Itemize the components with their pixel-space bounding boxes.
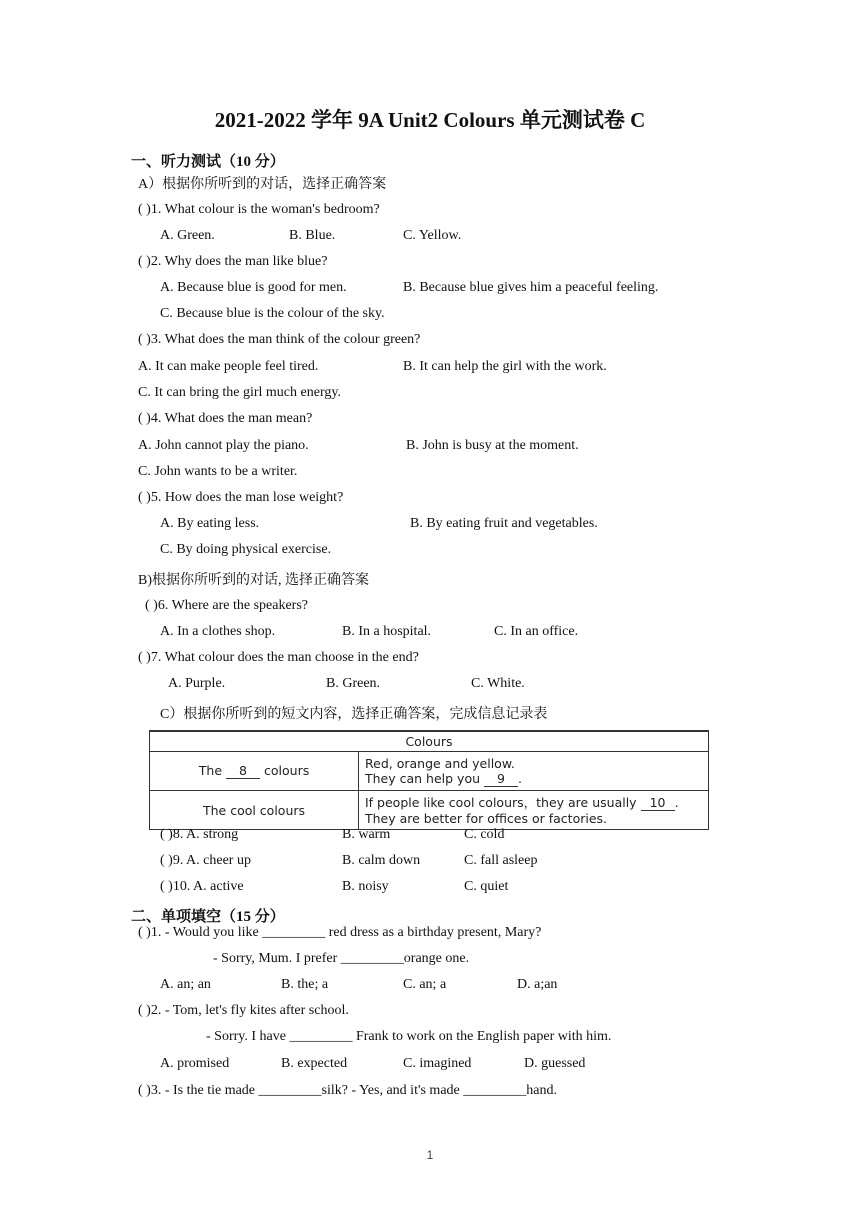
- question-5: ( )5. How does the man lose weight?: [138, 490, 344, 505]
- mc2-option-b: B. expected: [281, 1056, 348, 1071]
- q2-option-c: C. Because blue is the colour of the sky.: [160, 306, 385, 321]
- row2-right-cell: [359, 791, 709, 830]
- question-9: ( )9. A. cheer up: [160, 853, 251, 868]
- q7-option-b: B. Green.: [326, 676, 381, 691]
- mc-question-1: ( )1. - Would you like _________ red dress as a birthday present, Mary?: [138, 925, 542, 940]
- mc-question-2-reply: - Sorry. I have _________ Frank to work on the English paper with him.: [206, 1029, 612, 1044]
- table-row: [150, 791, 709, 830]
- q2-option-a: A. Because blue is good for men.: [160, 280, 347, 295]
- row1-right-line2: [365, 771, 702, 787]
- q4-option-b: B. John is busy at the moment.: [406, 438, 579, 453]
- q7-option-c: C. White.: [471, 676, 525, 691]
- q10-option-b: B. noisy: [342, 879, 389, 894]
- mc1-option-c: C. an; a: [403, 977, 447, 992]
- q6-option-a: A. In a clothes shop.: [160, 624, 276, 639]
- question-6: ( )6. Where are the speakers?: [145, 598, 308, 613]
- row1-right-cell: [359, 752, 709, 791]
- mc-question-2: ( )2. - Tom, let's fly kites after school.: [138, 1003, 349, 1018]
- q4-option-a: A. John cannot play the piano.: [138, 438, 309, 453]
- row2-right-post: .: [674, 794, 679, 810]
- row1-left-post: colours: [264, 763, 310, 778]
- q9-option-c: C. fall asleep: [464, 853, 538, 868]
- q3-option-c: C. It can bring the girl much energy.: [138, 385, 341, 400]
- row2-right-pre: If people like cool colours，they are usually: [365, 794, 637, 810]
- mc-question-1-reply: - Sorry, Mum. I prefer _________orange one.: [213, 951, 470, 966]
- question-8: ( )8. A. strong: [160, 827, 239, 842]
- q1-option-b: B. Blue.: [289, 228, 336, 243]
- q1-option-c: C. Yellow.: [403, 228, 462, 243]
- q6-option-c: C. In an office.: [494, 624, 579, 639]
- question-4: ( )4. What does the man mean?: [138, 411, 313, 426]
- section1-heading: 一、听力测试（10 分）: [131, 154, 285, 170]
- row1-right-pre: They can help you: [365, 770, 481, 786]
- row2-right-line1: [365, 795, 702, 811]
- q1-option-a: A. Green.: [160, 228, 215, 243]
- blank-10: 10: [641, 795, 675, 811]
- mc1-option-a: A. an; an: [160, 977, 211, 992]
- q5-option-b: B. By eating fruit and vegetables.: [410, 516, 598, 531]
- mc2-option-a: A. promised: [160, 1056, 230, 1071]
- q5-option-c: C. By doing physical exercise.: [160, 542, 332, 557]
- q10-option-c: C. quiet: [464, 879, 509, 894]
- mc1-option-d: D. a;an: [517, 977, 558, 992]
- partB-heading: B)根据你所听到的对话, 选择正确答案: [138, 573, 369, 588]
- table-header: Colours: [150, 731, 709, 752]
- q9-option-b: B. calm down: [342, 853, 421, 868]
- colours-info-table: [149, 730, 709, 830]
- q6-option-b: B. In a hospital.: [342, 624, 432, 639]
- row1-left-cell: [150, 752, 359, 791]
- q5-option-a: A. By eating less.: [160, 516, 260, 531]
- q3-option-b: B. It can help the girl with the work.: [403, 359, 607, 374]
- question-2: ( )2. Why does the man like blue?: [138, 254, 328, 269]
- mc1-option-b: B. the; a: [281, 977, 329, 992]
- q2-option-b: B. Because blue gives him a peaceful feeling.: [403, 280, 659, 295]
- q4-option-c: C. John wants to be a writer.: [138, 464, 298, 479]
- question-3: ( )3. What does the man think of the colour green?: [138, 332, 421, 347]
- row1-right-line1: Red, orange and yellow.: [365, 755, 515, 771]
- mc2-option-d: D. guessed: [524, 1056, 586, 1071]
- question-10: ( )10. A. active: [160, 879, 244, 894]
- page-title: 2021-2022 学年 9A Unit2 Colours 单元测试卷 C: [214, 108, 646, 132]
- q3-option-a: A. It can make people feel tired.: [138, 359, 319, 374]
- blank-8: 8: [226, 763, 260, 779]
- table-row: [150, 752, 709, 791]
- row1-right-post: .: [518, 770, 522, 786]
- question-7: ( )7. What colour does the man choose in the end?: [138, 650, 419, 665]
- page-number: 1: [426, 1148, 434, 1162]
- row1-left-pre: The: [198, 763, 223, 778]
- partA-heading: A）根据你所听到的对话，选择正确答案: [138, 177, 387, 192]
- q8-option-c: C. cold: [464, 827, 505, 842]
- mc2-option-c: C. imagined: [403, 1056, 472, 1071]
- row2-left-cell: The cool colours: [150, 791, 359, 830]
- q8-option-b: B. warm: [342, 827, 391, 842]
- section2-heading: 二、单项填空（15 分）: [131, 909, 285, 925]
- partC-heading: C）根据你所听到的短文内容，选择正确答案，完成信息记录表: [160, 707, 548, 722]
- q7-option-a: A. Purple.: [168, 676, 226, 691]
- blank-9: 9: [484, 771, 518, 787]
- question-1: ( )1. What colour is the woman's bedroom?: [138, 202, 380, 217]
- row2-right-line2: They are better for offices or factories.: [365, 810, 608, 826]
- mc-question-3: ( )3. - Is the tie made _________silk? - Yes, and it's made _________hand.: [138, 1083, 557, 1098]
